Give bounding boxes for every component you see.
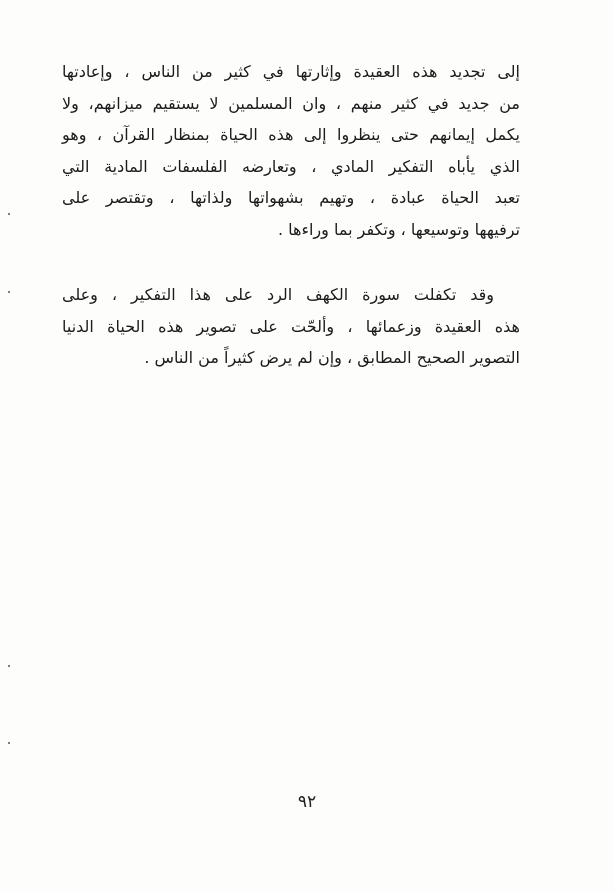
scan-speck (8, 665, 10, 667)
paragraph-1 (62, 56, 520, 245)
text-line: من جديد في كثير منهم ، وان المسلمين لا يستقيم ميزانهم، ولا (62, 93, 520, 113)
text-line: تعبد الحياة عبادة ، وتهيم بشهواتها ولذاتها ، وتقتصر على (62, 188, 520, 207)
scan-speck (8, 742, 10, 744)
text-line: التصوير الصحيح المطابق ، وإن لم يرض كثيراً من الناس . (144, 348, 520, 367)
text-line: هذه العقيدة وزعمائها ، وألحّت على تصوير هذه الحياة الدنيا (62, 316, 520, 336)
text-line: يكمل إيمانهم حتى ينظروا إلى هذه الحياة بمنظار القرآن ، وهو (62, 125, 520, 144)
text-line: وقد تكفلت سورة الكهف الرد على هذا التفكير ، وعلى (62, 285, 494, 304)
scan-speck (8, 213, 10, 215)
page-number: ٩٢ (297, 792, 317, 812)
text-line: الذي يأباه التفكير المادي ، وتعارضه الفلسفات المادية التي (62, 156, 520, 176)
text-line: إلى تجديد هذه العقيدة وإثارتها في كثير من الناس ، وإعادتها (62, 62, 520, 81)
scan-speck (8, 291, 10, 293)
text-line: ترفيهها وتوسيعها ، وتكفر بما وراءها . (277, 219, 520, 239)
paragraph-2 (62, 279, 520, 374)
